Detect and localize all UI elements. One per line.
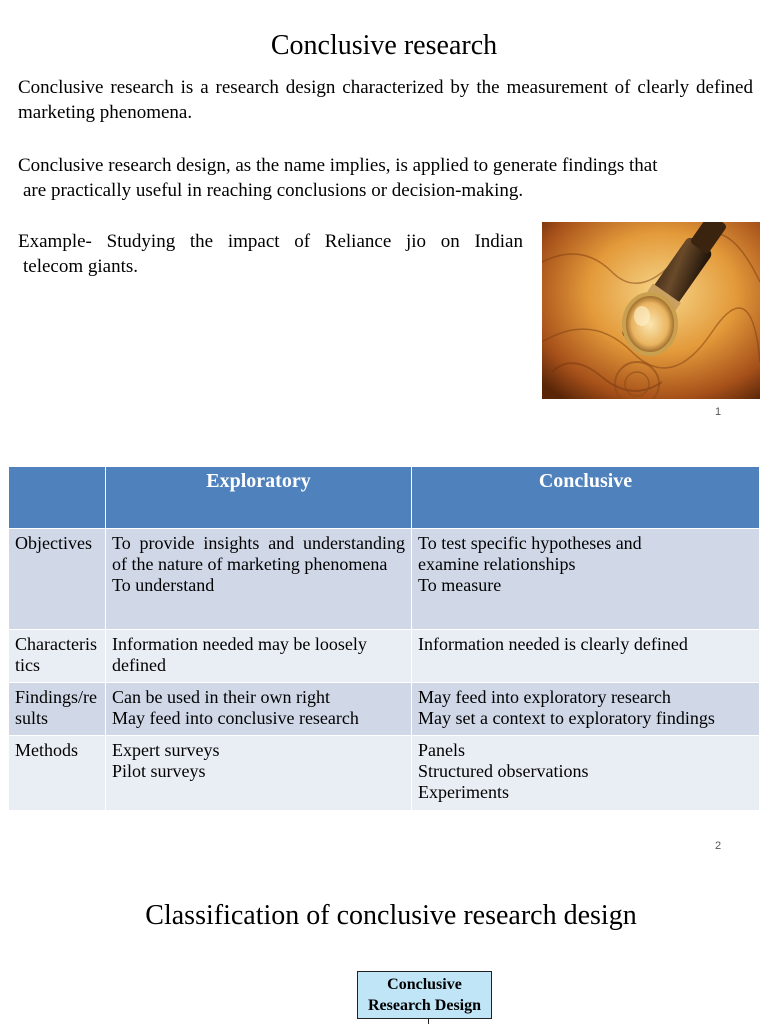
page-number: 2 [715, 840, 722, 852]
telescope-map-image [542, 222, 760, 399]
exploratory-cell [106, 683, 412, 736]
cell-line: To understand [112, 575, 215, 595]
row-label: Objectives [9, 529, 106, 630]
example-paragraph [18, 229, 523, 279]
conclusive-research-design-box [357, 971, 492, 1019]
cell-line: May feed into exploratory research [418, 687, 671, 707]
table-header-exploratory: Exploratory [106, 467, 412, 529]
cell-line: Experiments [418, 782, 509, 802]
classification-title: Classification of conclusive research design [145, 900, 637, 931]
conclusive-cell [412, 529, 760, 630]
example-line: Example- Studying the impact of Reliance jio on Indian [18, 231, 523, 252]
exploratory-cell [106, 529, 412, 630]
box-label-line: Conclusive [387, 976, 462, 993]
conclusive-cell [412, 630, 760, 683]
box-label-line: Research Design [367, 997, 482, 1014]
definition-paragraph: Conclusive research is a research design characterized by the measurement of clearly defined marketing phenomena. [18, 77, 753, 123]
cell-line: Structured observations [418, 761, 589, 781]
row-label: Methods [9, 736, 106, 811]
table-header-conclusive: Conclusive [412, 467, 760, 529]
slide-title: Conclusive research [270, 30, 498, 61]
page-number: 1 [715, 406, 722, 418]
cell-line: To test specific hypotheses and [418, 533, 642, 553]
table-row [9, 529, 760, 630]
cell-line: examine relationships [418, 554, 576, 574]
table-header-empty [9, 467, 106, 529]
example-line: telecom giants. [23, 256, 139, 277]
cell-line: Panels [418, 740, 465, 760]
row-label: Findings/results [9, 683, 106, 736]
cell-line: To provide insights and understanding of the nature of marketing phenomena [112, 533, 405, 574]
exploratory-cell [106, 736, 412, 811]
cell-line: May set a context to exploratory findings [418, 708, 715, 728]
telescope-map-illustration [542, 222, 760, 399]
diagram-connector [428, 1018, 429, 1024]
cell-line: Pilot surveys [112, 761, 206, 781]
table-row [9, 736, 760, 811]
cell-line: To measure [418, 575, 502, 595]
row-label: Characteristics [9, 630, 106, 683]
cell-line: Information needed may be loosely defined [112, 634, 367, 675]
exploratory-cell [106, 630, 412, 683]
comparison-table [8, 466, 760, 811]
table-row [9, 630, 760, 683]
cell-line: Information needed is clearly defined [418, 634, 688, 654]
table-header-row [9, 467, 760, 529]
cell-line: Can be used in their own right [112, 687, 330, 707]
design-paragraph-line: are practically useful in reaching conclusions or decision-making. [23, 180, 524, 201]
cell-line: Expert surveys [112, 740, 220, 760]
conclusive-cell [412, 736, 760, 811]
table-row [9, 683, 760, 736]
design-paragraph-line: Conclusive research design, as the name implies, is applied to generate findings that [18, 155, 658, 176]
conclusive-cell [412, 683, 760, 736]
cell-line: May feed into conclusive research [112, 708, 359, 728]
design-paragraph [18, 153, 753, 203]
